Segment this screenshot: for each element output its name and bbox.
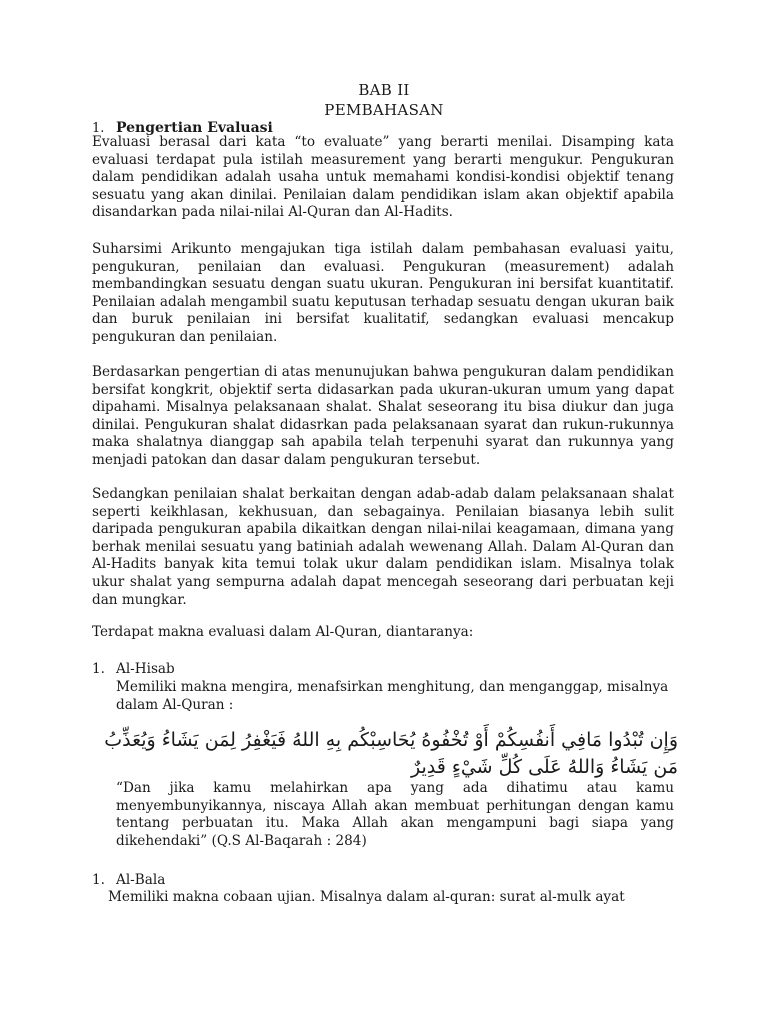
paragraph-makna-intro: Terdapat makna evaluasi dalam Al-Quran, diantaranya: [92, 624, 474, 640]
paragraph-penilaian: Sedangkan penilaian shalat berkaitan dengan adab-adab dalam pelaksanaan shalat seperti keikhlasan, kekhusuan, dan sebagainya. Penilaian biasanya lebih sulit daripada pengukuran apabila dikaitkan dengan nilai-nilai keagamaan, dimana yang berhak menilai sesuatu yang batiniah adalah wewenang Allah. Dalam Al-Quran dan Al-Hadits banyak kita temui tolak ukur dalam pendidikan islam. Misalnya tolak ukur shalat yang sempurna adalah dapat mencegah seseorang dari perbuatan keji dan mungkar. [92, 486, 674, 608]
paragraph-pengukuran: Berdasarkan pengertian di atas menunujukan bahwa pengukuran dalam pendidikan bersifat kongkrit, objektif serta didasarkan pada ukuran-ukuran umum yang dapat dipahami. Misalnya pelaksanaan shalat. Shalat seseorang itu bisa diukur dan juga dinilai. Pengukuran shalat didasrkan pada pelaksanaan syarat dan rukun-rukunnya maka shalatnya dianggap sah apabila telah terpenuhi syarat dan rukunnya yang menjadi patokan dan dasar dalam pengukuran tersebut. [92, 364, 674, 468]
chapter-label: BAB II [358, 81, 410, 99]
arabic-verse: وَإِن تُبْدُوا مَافِي أَنفُسِكُمْ أَوْ تُخْفُوهُ يُحَاسِبْكُم بِهِ اللهُ فَيَغْفِرُ لِمَن يَشَاءُ وَيُعَذِّبُ مَن يَشَاءُ وَاللهُ عَلَى كُلِّ شَيْءٍ قَدِيرٌ [104, 729, 678, 778]
verse-translation: “Dan jika kamu melahirkan apa yang ada dihatimu atau kamu menyembunyikannya, niscaya Allah akan membuat perhitungan dengan kamu tentang perbuatan itu. Maka Allah akan mengampuni bagi siapa yang dikehendaki” (Q.S Al-Baqarah : 284) [116, 780, 674, 849]
paragraph-definition: Evaluasi berasal dari kata “to evaluate” yang berarti menilai. Disamping kata evaluasi terdapat pula istilah measurement yang berarti mengukur. Pengukuran dalam pendidikan adalah usaha untuk memahami kondisi-kondisi objektif tenang sesuatu yang akan dinilai. Penilaian dalam pendidikan islam akan objektif apabila disandarkan pada nilai-nilai Al-Quran dan Al-Hadits. [92, 134, 674, 221]
list-item-title-al-hisab: Al-Hisab [116, 661, 175, 677]
list-item-number: 1. [92, 661, 105, 677]
paragraph-arikunto: Suharsimi Arikunto mengajukan tiga istilah dalam pembahasan evaluasi yaitu, pengukuran, penilaian dan evaluasi. Pengukuran (measurement) adalah membandingkan sesuatu dengan suatu ukuran. Pengukuran ini bersifat kuantitatif. Penilaian adalah mengambil suatu keputusan terhadap sesuatu dengan ukuran baik dan buruk penilaian ini bersifat kualitatif, sedangkan evaluasi mencakup pengukuran dan penilaian. [92, 241, 674, 345]
list-item-number: 1. [92, 872, 105, 888]
list-item-title-al-bala: Al-Bala [116, 872, 166, 888]
section-number: 1. [92, 121, 105, 136]
list-item-description-al-bala: Memiliki makna cobaan ujian. Misalnya dalam al-quran: surat al-mulk ayat [108, 889, 625, 905]
list-item-description-al-hisab: Memiliki makna mengira, menafsirkan menghitung, dan menganggap, misalnya dalam Al-Quran : [116, 679, 669, 713]
chapter-title: PEMBAHASAN [324, 101, 444, 119]
section-title: Pengertian Evaluasi [116, 120, 273, 136]
